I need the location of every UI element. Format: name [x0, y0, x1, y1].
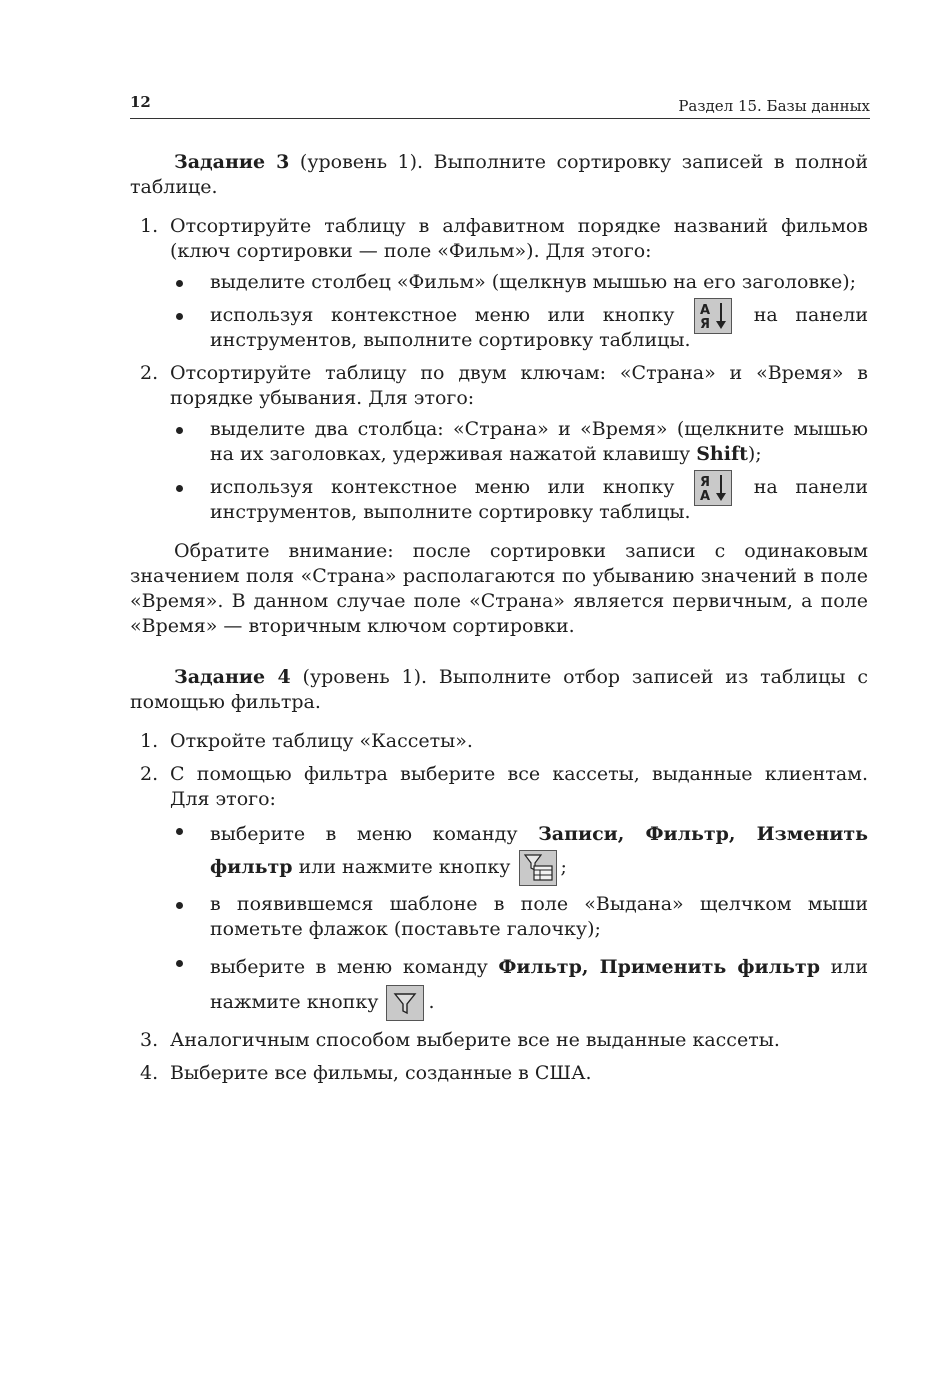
- icon-letter-top: Я: [700, 475, 711, 490]
- task4-intro: (уровень 1). Выполните отбор записей из таблицы с помощью фильтра.: [130, 666, 868, 713]
- page-number: 12: [130, 93, 151, 111]
- bullet-item: [170, 417, 868, 467]
- task4-step-1: [130, 729, 868, 754]
- task3-steps: [130, 214, 868, 525]
- bullet-text: или нажмите кнопку: [292, 856, 511, 878]
- task4-step-3: [130, 1028, 868, 1053]
- step-text: Откройте таблицу «Кассеты».: [170, 730, 473, 752]
- bullet-text: ;: [560, 856, 567, 878]
- bullet-text: выберите в меню команду: [210, 823, 539, 845]
- step-text: Выберите все фильмы, созданные в США.: [170, 1062, 592, 1084]
- page-header: [130, 88, 870, 119]
- step-text: С помощью фильтра выберите все кассеты, выданные клиентам. Для этого:: [170, 763, 868, 810]
- bullet-text: выделите два столбца: «Страна» и «Время» (щелкните мышью на их заголовках, удерживая нажатой клавишу: [210, 418, 868, 465]
- task4-step-4: [130, 1061, 868, 1086]
- bullet-text: или нажмите кнопку: [210, 956, 868, 1013]
- task4-steps: [130, 729, 868, 1086]
- icon-letter-bottom: Я: [700, 317, 711, 332]
- step-number: 4.: [140, 1062, 159, 1084]
- bullet-item: выделите столбец «Фильм» (щелкнув мышью на его заголовке);: [170, 270, 868, 295]
- task3-step-2-bullets: [170, 417, 868, 525]
- bullet-item: [170, 818, 868, 884]
- task4-step-2-bullets: [170, 818, 868, 1020]
- sort-ascending-icon[interactable]: [694, 298, 732, 334]
- step-number: 3.: [140, 1029, 159, 1051]
- task4-step-2: [130, 762, 868, 1020]
- filter-by-form-icon[interactable]: [519, 850, 557, 886]
- section-title: Раздел 15. Базы данных: [678, 97, 870, 115]
- bullet-item: [170, 475, 868, 525]
- task4-title: Задание 4: [174, 666, 291, 688]
- bullet-text: используя контекстное меню или кнопку: [210, 304, 675, 326]
- bullet-text: );: [747, 443, 762, 465]
- step-number: 2.: [140, 763, 159, 785]
- bullet-text: используя контекстное меню или кнопку: [210, 476, 675, 498]
- step-number: 2.: [140, 362, 159, 384]
- bullet-item: [170, 303, 868, 353]
- step-number: 1.: [140, 730, 159, 752]
- page-body: [130, 150, 868, 1094]
- bullet-text: выберите в меню команду: [210, 956, 499, 978]
- bullet-item: [170, 950, 868, 1020]
- task3-title: Задание 3: [174, 151, 290, 173]
- bullet-text: .: [428, 991, 435, 1013]
- bullet-text: на панели инструментов, выполните сортировку таблицы.: [210, 304, 868, 351]
- task4-heading: [130, 665, 868, 715]
- bullet-item: в появившемся шаблоне в поле «Выдана» щелчком мыши пометьте флажок (поставьте галочку);: [170, 892, 868, 942]
- task3-step-1: [130, 214, 868, 353]
- icon-letter-top: А: [700, 303, 711, 318]
- step-text: Отсортируйте таблицу по двум ключам: «Страна» и «Время» в порядке убывания. Для этого:: [170, 362, 868, 409]
- menu-command: Фильтр, Применить фильтр: [498, 956, 820, 978]
- step-text: Отсортируйте таблицу в алфавитном порядке названий фильмов (ключ сортировки — поле «Фильм»). Для этого:: [170, 215, 868, 262]
- step-text: Аналогичным способом выберите все не выданные кассеты.: [170, 1029, 780, 1051]
- key-name: Shift: [696, 443, 748, 465]
- task3-intro: (уровень 1). Выполните сортировку записей в полной таблице.: [130, 151, 868, 198]
- task3-step-2: [130, 361, 868, 525]
- icon-letter-bottom: А: [700, 489, 711, 504]
- menu-command: Записи, Фильтр, Изменить фильтр: [210, 823, 868, 878]
- task3-heading: [130, 150, 868, 200]
- sort-descending-icon[interactable]: [694, 470, 732, 506]
- step-number: 1.: [140, 215, 159, 237]
- task3-step-1-bullets: [170, 270, 868, 353]
- task3-note: Обратите внимание: после сортировки записи с одинаковым значением поля «Страна» располагаются по убыванию значений в поле «Время». В данном случае поле «Страна» является первичным, а поле «Время» — вторичным ключом сортировки.: [130, 540, 868, 637]
- apply-filter-icon[interactable]: [386, 985, 424, 1021]
- bullet-text: на панели инструментов, выполните сортировку таблицы.: [210, 476, 868, 523]
